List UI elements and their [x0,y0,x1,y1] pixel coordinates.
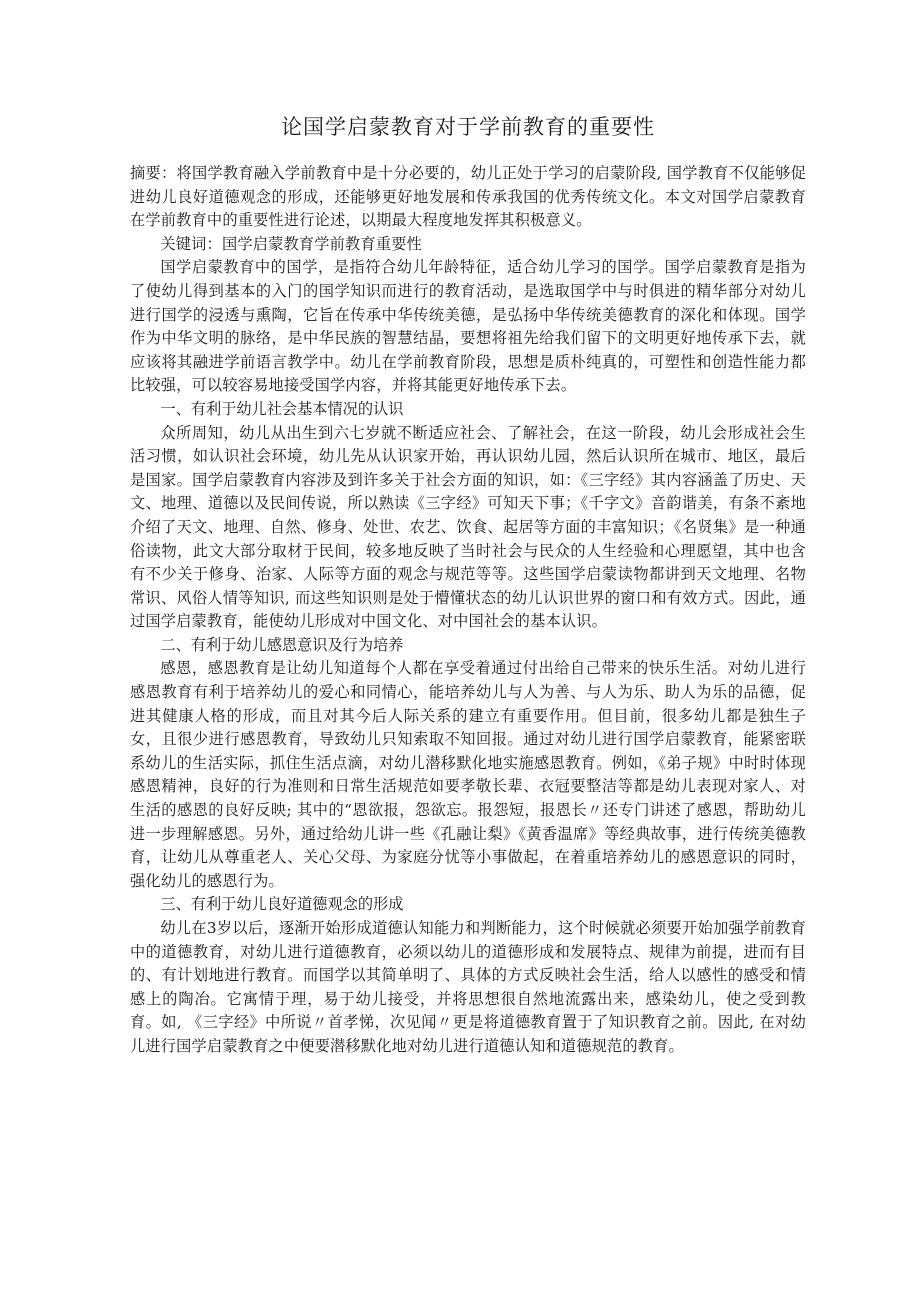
section-heading-2: 二、有利于幼儿感恩意识及行为培养 [160,635,404,654]
document-title: 论国学启蒙教育对于学前教育的重要性 [281,115,655,139]
intro-paragraph: 国学启蒙教育中的国学，是指符合幼儿年龄特征，适合幼儿学习的国学。国学启蒙教育是指为了使幼儿得到基本的入门的国学知识而进行的教育活动，是选取国学中与时俱进的精华部分对幼儿进行国学的浸透与熏陶，它旨在传承中华传统美德，是弘扬中华传统美德教育的深化和体现。国学作为中华文明的脉络，是中华民族的智慧结晶，要想将祖先给我们留下的文明更好地传承下去，就应该将其融进学前语言教学中。幼儿在学前教育阶段，思想是质朴纯真的，可塑性和创造性能力都比较强，可以较容易地接受国学内容，并将其能更好地传承下去。 [130,258,806,395]
section-body-2: 感恩，感恩教育是让幼儿知道每个人都在享受着通过付出给自己带来的快乐生活。对幼儿进行感恩教育有利于培养幼儿的爱心和同情心，能培养幼儿与人为善、与人为乐、助人为乐的品德，促进其健康人格的形成，而且对其今后人际关系的建立有重要作用。但目前，很多幼儿都是独生子女，且很少进行感恩教育，导致幼儿只知索取不知回报。通过对幼儿进行国学启蒙教育，能紧密联系幼儿的生活实际，抓住生活点滴，对幼儿潜移默化地实施感恩教育。例如，《弟子规》中时时体现感恩精神，良好的行为准则和日常生活规范如要孝敬长辈、衣冠要整洁等都是幼儿表现对家人、对生活的感恩的良好反映; 其中的“恩欲报，怨欲忘。报怨短，报恩长〃还专门讲述了感恩，帮助幼儿进一步理解感恩。另外，通过给幼儿讲一些《孔融让梨》《黄香温席》等经典故事，进行传统美德教育，让幼儿从尊重老人、关心父母、为家庭分忧等小事做起，在着重培养幼儿的感恩意识的同时，强化幼儿的感恩行为。 [130,659,806,890]
section-body-1: 众所周知，幼儿从出生到六七岁就不断适应社会、了解社会，在这一阶段，幼儿会形成社会生活习惯，如认识社会环境，幼儿先从认识家开始，再认识幼儿园，然后认识所在城市、地区，最后是国家。国学启蒙教育内容涉及到许多关于社会方面的知识，如：《三字经》其内容涵盖了历史、天文、地理、道德以及民间传说，所以熟读《三字经》可知天下事；《千字文》音韵谐美，有条不紊地介绍了天文、地理、自然、修身、处世、农艺、饮食、起居等方面的丰富知识；《名贤集》是一种通俗读物，此文大部分取材于民间，较多地反映了当时社会与民众的人生经验和心理愿望，其中也含有不少关于修身、治家、人际等方面的观念与规范等等。这些国学启蒙读物都讲到天文地理、名物常识、风俗人情等知识, 而这些知识则是处于懵懂状态的幼儿认识世界的窗口和有效方式。因此，通过国学启蒙教育，能使幼儿形成对中国文化、对中国社会的基本认识。 [130,423,806,631]
section-heading-3: 三、有利于幼儿良好道德观念的形成 [160,895,404,914]
section-body-3: 幼儿在3岁以后，逐渐开始形成道德认知能力和判断能力，这个时候就必须要开始加强学前教育中的道德教育，对幼儿进行道德教育，必须以幼儿的道德形成和发展特点、规律为前提，进而有目的、有计划地进行教育。而国学以其简单明了、具体的方式反映社会生活，给人以感性的感受和情感上的陶冶。它寓情于理，易于幼儿接受，并将思想很自然地流露出来，感染幼儿，使之受到教育。如, 《三字经》中所说〃首孝悌，次见闻〃更是将道德教育置于了知识教育之前。因此, 在对幼儿进行国学启蒙教育之中便要潜移默化地对幼儿进行道德认知和道德规范的教育。 [130,919,806,1055]
document-page [130,112,806,1059]
keywords-line: 关键词：国学启蒙教育学前教育重要性 [160,234,422,253]
abstract-paragraph: 摘要：将国学教育融入学前教育中是十分必要的，幼儿正处于学习的启蒙阶段, 国学教育不仅能够促进幼儿良好道德观念的形成，还能够更好地发展和传承我国的优秀传统文化。本文对国学启蒙教育在学前教育中的重要性进行论述，以期最大程度地发挥其积极意义。 [130,164,806,230]
section-heading-1: 一、有利于幼儿社会基本情况的认识 [160,399,404,418]
